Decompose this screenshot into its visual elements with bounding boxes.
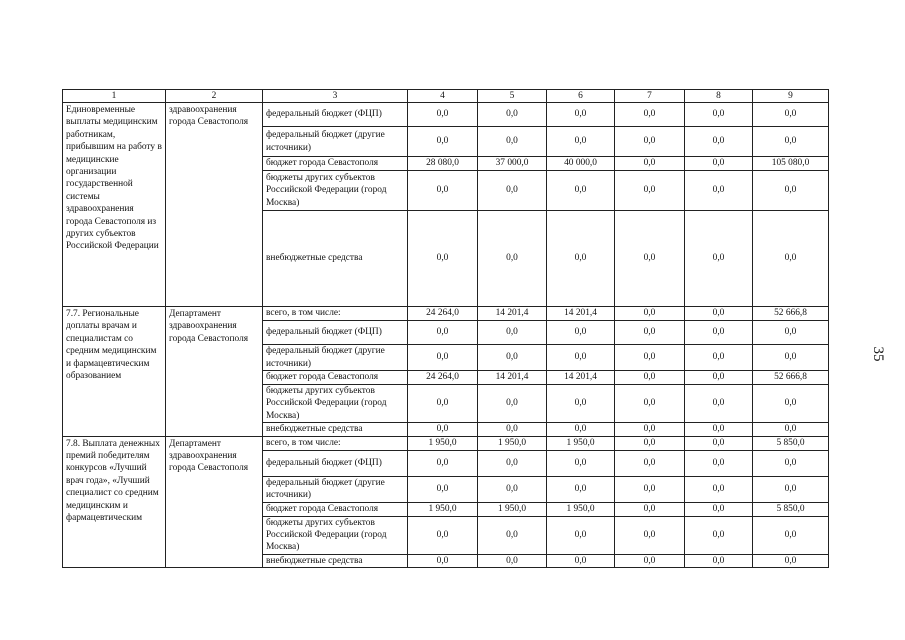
- amount-cell: 0,0: [615, 211, 685, 307]
- amount-cell: 0,0: [753, 554, 829, 567]
- funding-source-cell: всего, в том числе:: [263, 307, 408, 321]
- amount-cell: 0,0: [753, 476, 829, 502]
- amount-cell: 0,0: [408, 423, 478, 436]
- amount-cell: 1 950,0: [408, 502, 478, 516]
- amount-cell: 1 950,0: [478, 502, 547, 516]
- budget-table: [62, 89, 829, 568]
- amount-cell: 1 950,0: [478, 436, 547, 450]
- amount-cell: 0,0: [408, 321, 478, 345]
- amount-cell: 0,0: [685, 516, 753, 554]
- funding-source-cell: федеральный бюджет (ФЦП): [263, 103, 408, 127]
- amount-cell: 0,0: [615, 476, 685, 502]
- amount-cell: 105 080,0: [753, 157, 829, 171]
- header-cell: 7: [615, 90, 685, 103]
- funding-source-cell: внебюджетные средства: [263, 211, 408, 307]
- amount-cell: 0,0: [547, 103, 615, 127]
- amount-cell: 0,0: [478, 554, 547, 567]
- amount-cell: 0,0: [478, 321, 547, 345]
- header-cell: 9: [753, 90, 829, 103]
- amount-cell: 0,0: [408, 127, 478, 157]
- amount-cell: 0,0: [685, 502, 753, 516]
- amount-cell: 0,0: [685, 157, 753, 171]
- funding-source-cell: бюджет города Севастополя: [263, 371, 408, 385]
- amount-cell: 1 950,0: [547, 436, 615, 450]
- funding-source-cell: федеральный бюджет (ФЦП): [263, 450, 408, 476]
- amount-cell: 0,0: [408, 450, 478, 476]
- funding-source-cell: бюджет города Севастополя: [263, 502, 408, 516]
- amount-cell: 0,0: [685, 554, 753, 567]
- amount-cell: 0,0: [685, 385, 753, 423]
- amount-cell: 0,0: [478, 103, 547, 127]
- amount-cell: 0,0: [547, 127, 615, 157]
- header-cell: 4: [408, 90, 478, 103]
- amount-cell: 0,0: [615, 307, 685, 321]
- table-row: [63, 436, 829, 450]
- amount-cell: 0,0: [685, 127, 753, 157]
- amount-cell: 0,0: [615, 502, 685, 516]
- funding-source-cell: бюджеты других субъектов Российской Федерации (город Москва): [263, 385, 408, 423]
- amount-cell: 0,0: [408, 385, 478, 423]
- funding-source-cell: внебюджетные средства: [263, 423, 408, 436]
- table-row: [63, 103, 829, 127]
- funding-source-cell: федеральный бюджет (другие источники): [263, 127, 408, 157]
- amount-cell: 0,0: [478, 516, 547, 554]
- amount-cell: 5 850,0: [753, 436, 829, 450]
- funding-source-cell: федеральный бюджет (другие источники): [263, 345, 408, 371]
- amount-cell: 0,0: [547, 211, 615, 307]
- header-cell: 8: [685, 90, 753, 103]
- amount-cell: 0,0: [685, 103, 753, 127]
- table-row: [63, 307, 829, 321]
- amount-cell: 1 950,0: [547, 502, 615, 516]
- amount-cell: 0,0: [753, 516, 829, 554]
- amount-cell: 52 666,8: [753, 371, 829, 385]
- amount-cell: 14 201,4: [478, 371, 547, 385]
- amount-cell: 0,0: [547, 476, 615, 502]
- amount-cell: 0,0: [408, 103, 478, 127]
- amount-cell: 0,0: [685, 211, 753, 307]
- header-cell: 1: [63, 90, 166, 103]
- amount-cell: 5 850,0: [753, 502, 829, 516]
- header-cell: 5: [478, 90, 547, 103]
- amount-cell: 0,0: [408, 211, 478, 307]
- amount-cell: 0,0: [685, 345, 753, 371]
- amount-cell: 0,0: [615, 103, 685, 127]
- amount-cell: 0,0: [615, 127, 685, 157]
- executor-cell: Департамент здравоохранения города Севастополя: [166, 307, 263, 437]
- header-cell: 6: [547, 90, 615, 103]
- amount-cell: 0,0: [478, 171, 547, 211]
- amount-cell: 0,0: [685, 321, 753, 345]
- header-row: [63, 90, 829, 103]
- amount-cell: 0,0: [547, 450, 615, 476]
- amount-cell: 0,0: [408, 516, 478, 554]
- amount-cell: 0,0: [478, 211, 547, 307]
- amount-cell: 0,0: [615, 171, 685, 211]
- amount-cell: 0,0: [685, 171, 753, 211]
- amount-cell: 0,0: [685, 423, 753, 436]
- amount-cell: 0,0: [547, 554, 615, 567]
- amount-cell: 40 000,0: [547, 157, 615, 171]
- amount-cell: 0,0: [408, 476, 478, 502]
- funding-source-cell: всего, в том числе:: [263, 436, 408, 450]
- amount-cell: 0,0: [615, 436, 685, 450]
- activity-name-cell: 7.7. Региональные доплаты врачам и специалистам со средним медицинским и фармацевтическим образованием: [63, 307, 166, 437]
- amount-cell: 0,0: [615, 385, 685, 423]
- amount-cell: 0,0: [478, 450, 547, 476]
- amount-cell: 0,0: [547, 516, 615, 554]
- amount-cell: 0,0: [753, 127, 829, 157]
- amount-cell: 14 201,4: [547, 371, 615, 385]
- amount-cell: 0,0: [685, 436, 753, 450]
- amount-cell: 0,0: [753, 171, 829, 211]
- amount-cell: 0,0: [753, 211, 829, 307]
- amount-cell: 0,0: [615, 554, 685, 567]
- amount-cell: 52 666,8: [753, 307, 829, 321]
- amount-cell: 0,0: [615, 345, 685, 371]
- amount-cell: 0,0: [408, 554, 478, 567]
- amount-cell: 24 264,0: [408, 307, 478, 321]
- amount-cell: 0,0: [478, 423, 547, 436]
- amount-cell: 0,0: [753, 450, 829, 476]
- amount-cell: 28 080,0: [408, 157, 478, 171]
- funding-source-cell: федеральный бюджет (другие источники): [263, 476, 408, 502]
- amount-cell: 0,0: [753, 321, 829, 345]
- amount-cell: 0,0: [615, 516, 685, 554]
- amount-cell: 0,0: [615, 157, 685, 171]
- amount-cell: 0,0: [753, 345, 829, 371]
- funding-source-cell: бюджеты других субъектов Российской Федерации (город Москва): [263, 171, 408, 211]
- amount-cell: 0,0: [685, 450, 753, 476]
- amount-cell: 0,0: [685, 476, 753, 502]
- header-cell: 2: [166, 90, 263, 103]
- amount-cell: 0,0: [685, 371, 753, 385]
- amount-cell: 0,0: [615, 321, 685, 345]
- amount-cell: 0,0: [615, 371, 685, 385]
- amount-cell: 0,0: [478, 345, 547, 371]
- funding-source-cell: бюджет города Севастополя: [263, 157, 408, 171]
- amount-cell: 0,0: [478, 385, 547, 423]
- amount-cell: 0,0: [408, 345, 478, 371]
- amount-cell: 0,0: [478, 476, 547, 502]
- amount-cell: 0,0: [547, 385, 615, 423]
- amount-cell: 1 950,0: [408, 436, 478, 450]
- header-cell: 3: [263, 90, 408, 103]
- funding-source-cell: внебюджетные средства: [263, 554, 408, 567]
- amount-cell: 0,0: [753, 103, 829, 127]
- amount-cell: 14 201,4: [547, 307, 615, 321]
- amount-cell: 0,0: [615, 450, 685, 476]
- amount-cell: 37 000,0: [478, 157, 547, 171]
- amount-cell: 0,0: [547, 345, 615, 371]
- amount-cell: 0,0: [685, 307, 753, 321]
- executor-cell: Департамент здравоохранения города Севастополя: [166, 436, 263, 568]
- amount-cell: 0,0: [547, 171, 615, 211]
- amount-cell: 0,0: [408, 171, 478, 211]
- amount-cell: 0,0: [753, 385, 829, 423]
- page-number: 35: [870, 346, 886, 362]
- amount-cell: 0,0: [753, 423, 829, 436]
- amount-cell: 0,0: [547, 423, 615, 436]
- activity-name-cell: 7.8. Выплата денежных премий победителям конкурсов «Лучший врач года», «Лучший специалист со средним медицинским и фармацевтическим: [63, 436, 166, 568]
- amount-cell: 0,0: [547, 321, 615, 345]
- table-body: [63, 103, 829, 568]
- executor-cell: здравоохранения города Севастополя: [166, 103, 263, 307]
- amount-cell: 0,0: [615, 423, 685, 436]
- amount-cell: 0,0: [478, 127, 547, 157]
- amount-cell: 24 264,0: [408, 371, 478, 385]
- funding-source-cell: бюджеты других субъектов Российской Федерации (город Москва): [263, 516, 408, 554]
- funding-source-cell: федеральный бюджет (ФЦП): [263, 321, 408, 345]
- amount-cell: 14 201,4: [478, 307, 547, 321]
- activity-name-cell: Единовременные выплаты медицинским работникам, прибывшим на работу в медицинские организации государственной системы здравоохранения города Севастополя из других субъектов Российской Федерации: [63, 103, 166, 307]
